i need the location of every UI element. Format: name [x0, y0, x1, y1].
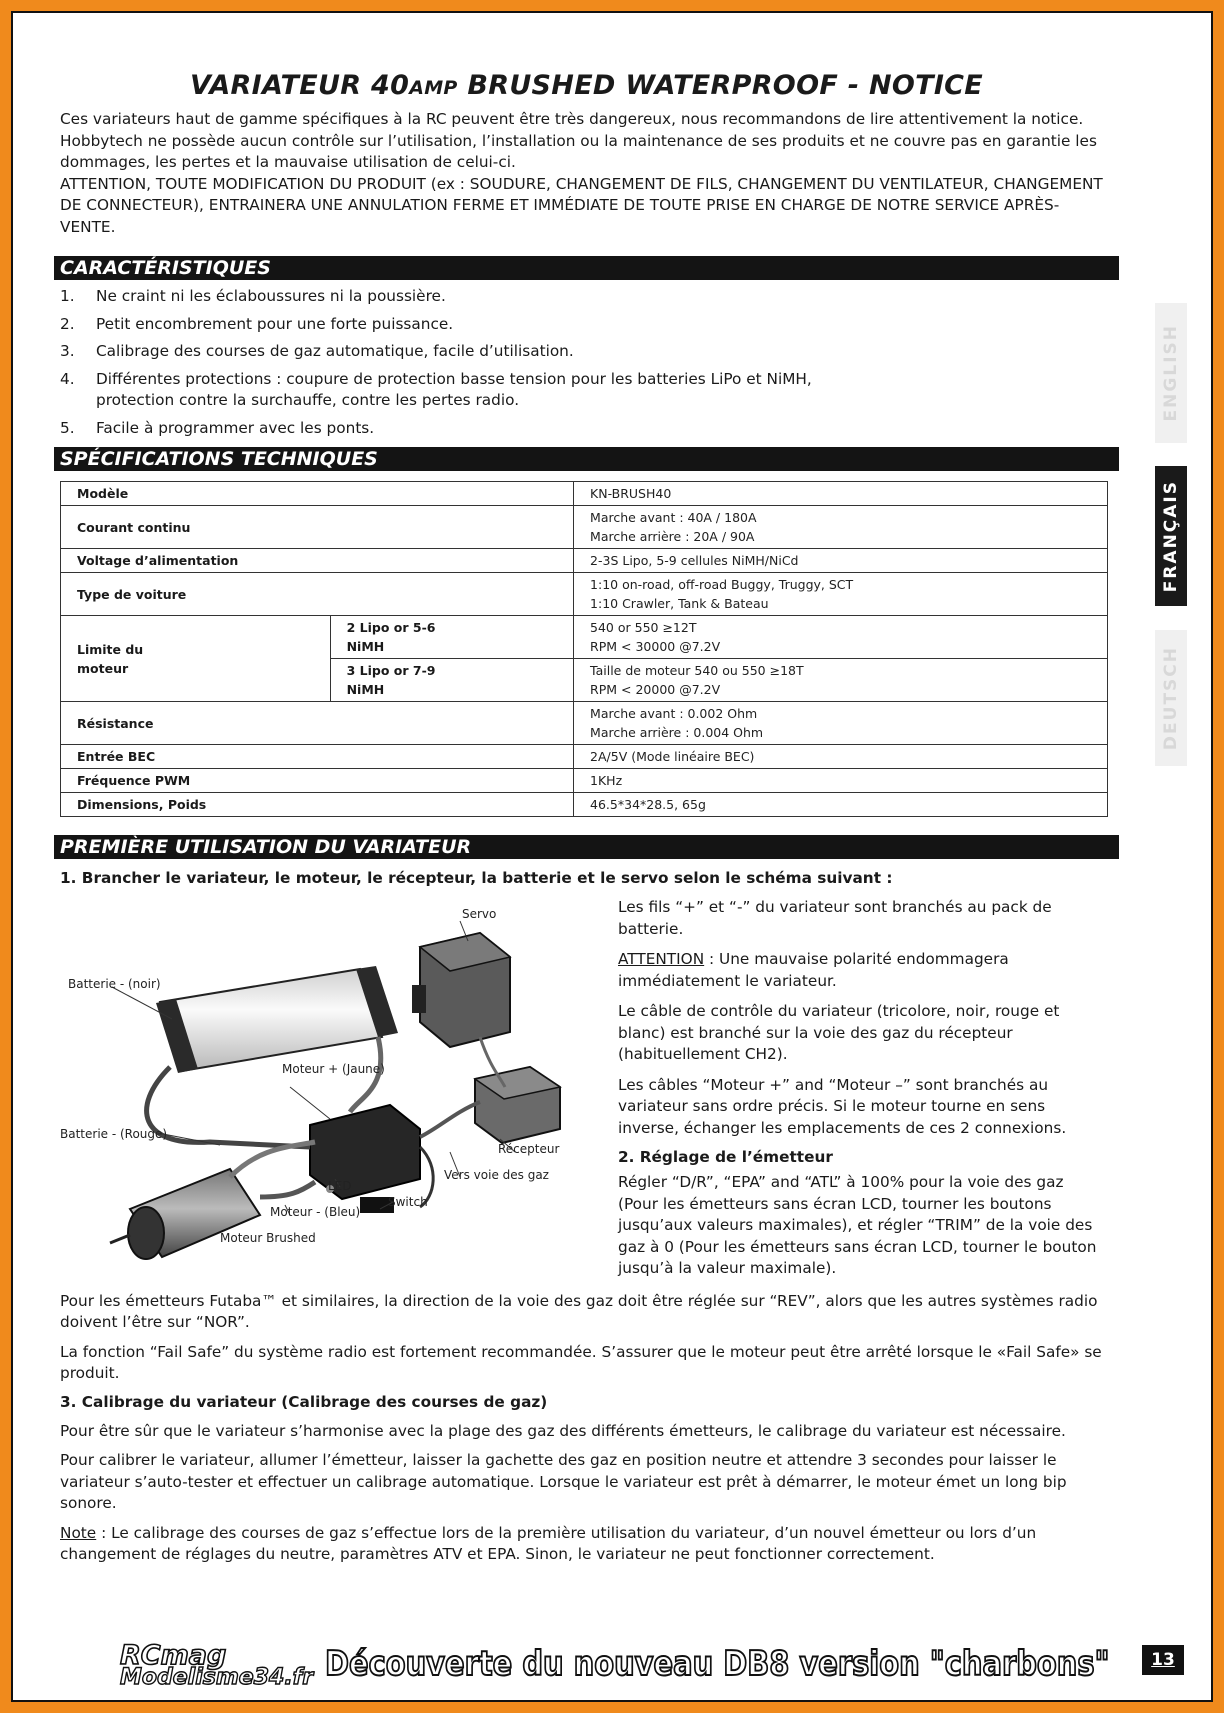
spec-label: Résistance [61, 702, 574, 745]
table-row [61, 573, 1108, 616]
label-brushed-motor: Moteur Brushed [220, 1231, 316, 1245]
list-item: 4. Différentes protections : coupure de protection basse tension pour les batteries LiPo et NiMH, protection contre la surchauffe, contre les pertes radio. [60, 369, 812, 409]
label-throttle-channel: Vers voie des gaz [444, 1168, 549, 1182]
wiring-instructions [612, 897, 1108, 1289]
label-battery-black: Batterie - (noir) [68, 977, 161, 991]
footer-title: Découverte du nouveau DB8 version "charbons" [325, 1644, 1110, 1684]
page-title: VARIATEUR 40AMP BRUSHED WATERPROOF - NOTICE [189, 70, 984, 101]
transmitter-settings-text: Régler “D/R”, “EPA” and “ATL” à 100% pour la voie des gaz (Pour les émetteurs sans écran LCD, tourner les boutons jusqu’aux valeurs maximales), et régler “TRIM” de la voie des gaz à 0 (Pour les émetteurs sans écran LCD, tourner le bouton jusqu’à la valeur maximale). [618, 1173, 1097, 1277]
failsafe-text: La fonction “Fail Safe” du système radio est fortement recommandée. S’assurer que le moteur peut être arrêté lorsque le «Fail Safe» se produit. [60, 1342, 1102, 1382]
list-item: 3. Calibrage des courses de gaz automatique, facile d’utilisation. [60, 342, 574, 360]
features-list [60, 286, 1113, 439]
spec-value: 2-3S Lipo, 5-9 cellules NiMH/NiCd [574, 549, 1108, 573]
table-row [61, 793, 1108, 817]
tab-francais-label: FRANÇAIS [1161, 479, 1181, 593]
spec-value: 1:10 on-road, off-road Buggy, Truggy, SCT 1:10 Crawler, Tank & Bateau [574, 573, 1108, 616]
label-servo: Servo [462, 907, 497, 921]
step1-title: 1. Brancher le variateur, le moteur, le récepteur, la batterie et le servo selon le schéma suivant : [60, 869, 893, 887]
tab-deutsch-label: DEUTSCH [1161, 645, 1181, 751]
section-header-specs: SPÉCIFICATIONS TECHNIQUES [54, 447, 1119, 471]
calibration-intro: Pour être sûr que le variateur s’harmonise avec la plage des gaz des différents émetteurs, le calibrage du variateur est nécessaire. [60, 1421, 1066, 1440]
calibration-note: Note : Le calibrage des courses de gaz s’effectue lors de la première utilisation du variateur, d’un nouvel émetteur ou lors d’un changement de réglages du neutre, paramètres ATV et EPA. Sinon, le variateur ne peut fonctionner correctement. [60, 1523, 1037, 1563]
footer [120, 1640, 1120, 1692]
motor-cables-text: Les câbles “Moteur +” and “Moteur –” sont branchés au variateur sans ordre précis. Si le moteur tourne en sens inverse, échanger les emplacements de ces 2 connexions. [618, 1075, 1067, 1137]
table-row [61, 549, 1108, 573]
modelisme-logo: Modelisme34.fr [120, 1665, 314, 1690]
page-number: 13 [1142, 1645, 1184, 1675]
calibration-procedure: Pour calibrer le variateur, allumer l’émetteur, laisser la gachette des gaz en position neutre et attendre 3 secondes pour laisser le variateur s’auto-tester et effectuer un calibrage automatique. Lorsque le variateur est prêt à démarrer, le moteur émet un long bip sonore. [60, 1451, 1067, 1512]
table-row [61, 616, 1108, 659]
label-battery-red: Batterie - (Rouge) [60, 1127, 168, 1141]
list-item: 2. Petit encombrement pour une forte puissance. [60, 314, 454, 333]
list-item: 5. Facile à programmer avec les ponts. [60, 418, 375, 437]
label-receiver: Récepteur [498, 1142, 560, 1156]
rcmag-logo: RCmag [120, 1640, 227, 1671]
label-led: LED [328, 1179, 352, 1193]
section-header-features: CARACTÉRISTIQUES [54, 256, 1119, 280]
control-cable-text: Le câble de contrôle du variateur (tricolore, noir, rouge et blanc) est branché sur la voie des gaz du récepteur (habituellement CH2). [618, 1002, 1060, 1063]
tab-english-label: ENGLISH [1161, 324, 1181, 422]
document-content [60, 70, 1113, 1574]
label-motor-plus: Moteur + (Jaune) [282, 1062, 385, 1076]
spec-label: Modèle [61, 482, 574, 506]
spec-label: Limite du moteur [61, 616, 331, 702]
intro-warning: ATTENTION, TOUTE MODIFICATION DU PRODUIT (ex : SOUDURE, CHANGEMENT DE FILS, CHANGEMENT DU VENTILATEUR, CHANGEMENT DE CONNECTEUR), ENTRAINERA UNE ANNULATION FERME ET IMMÉDIATE DE TOUTE PRISE EN CHARGE DE NOTRE SERVICE APRÈS-VENTE. [60, 174, 1103, 236]
step2-title: 2. Réglage de l’émetteur [618, 1148, 833, 1166]
calibration-section [60, 1291, 1113, 1566]
motor-icon [110, 1169, 260, 1259]
spec-value: Marche avant : 40A / 180A Marche arrière : 20A / 90A [574, 506, 1108, 549]
table-row [61, 745, 1108, 769]
table-row [61, 702, 1108, 745]
battery-icon [156, 966, 398, 1073]
spec-value: 1KHz [574, 769, 1108, 793]
spec-value: 46.5*34*28.5, 65g [574, 793, 1108, 817]
spec-value: 540 or 550 ≥12T RPM < 30000 @7.2V [574, 616, 1108, 659]
battery-wires-text: Les fils “+” et “-” du variateur sont branchés au pack de batterie. [618, 898, 1052, 938]
spec-value: Taille de moteur 540 ou 550 ≥18T RPM < 20000 @7.2V [574, 659, 1108, 702]
intro [60, 109, 1113, 238]
spec-sublabel: 3 Lipo or 7-9 NiMH [330, 659, 573, 702]
spec-label: Fréquence PWM [61, 769, 574, 793]
table-row [61, 769, 1108, 793]
wiring-diagram [60, 897, 612, 1277]
intro-paragraph: Ces variateurs haut de gamme spécifiques à la RC peuvent être très dangereux, nous recommandons de lire attentivement la notice. Hobbytech ne possède aucun contrôle sur l’utilisation, l’installation ou la maintenance de ses produits et ne couvre pas en garantie les dommages, les pertes et la mauvaise utilisation de celui-ci. [60, 110, 1097, 171]
table-row [61, 506, 1108, 549]
step3-title: 3. Calibrage du variateur (Calibrage des courses de gaz) [60, 1392, 548, 1411]
wiring-illustration [60, 897, 612, 1277]
spec-label: Entrée BEC [61, 745, 574, 769]
spec-table [60, 481, 1108, 817]
spec-label: Voltage d’alimentation [61, 549, 574, 573]
polarity-warning: ATTENTION : Une mauvaise polarité endommagera immédiatement le variateur. [618, 950, 1009, 990]
table-row [61, 482, 1108, 506]
wiring-section [60, 897, 1113, 1289]
spec-label: Dimensions, Poids [61, 793, 574, 817]
spec-label: Courant continu [61, 506, 574, 549]
tab-english[interactable] [1155, 303, 1187, 443]
label-motor-minus: Moteur - (Bleu) [270, 1205, 361, 1219]
list-item: 1. Ne craint ni les éclaboussures ni la poussière. [60, 287, 446, 305]
spec-label: Type de voiture [61, 573, 574, 616]
spec-value: Marche avant : 0.002 Ohm Marche arrière : 0.004 Ohm [574, 702, 1108, 745]
futaba-text: Pour les émetteurs Futaba™ et similaires, la direction de la voie des gaz doit être réglée sur “REV”, alors que les autres systèmes radio doivent l’être sur “NOR”. [60, 1291, 1098, 1331]
label-switch: Switch [388, 1195, 428, 1209]
servo-icon [412, 933, 510, 1047]
spec-sublabel: 2 Lipo or 5-6 NiMH [330, 616, 573, 659]
receiver-icon [475, 1067, 560, 1143]
tab-francais[interactable] [1155, 466, 1187, 606]
spec-value: KN-BRUSH40 [574, 482, 1108, 506]
spec-value: 2A/5V (Mode linéaire BEC) [574, 745, 1108, 769]
section-header-first-use: PREMIÈRE UTILISATION DU VARIATEUR [54, 835, 1119, 859]
tab-deutsch[interactable] [1155, 630, 1187, 766]
